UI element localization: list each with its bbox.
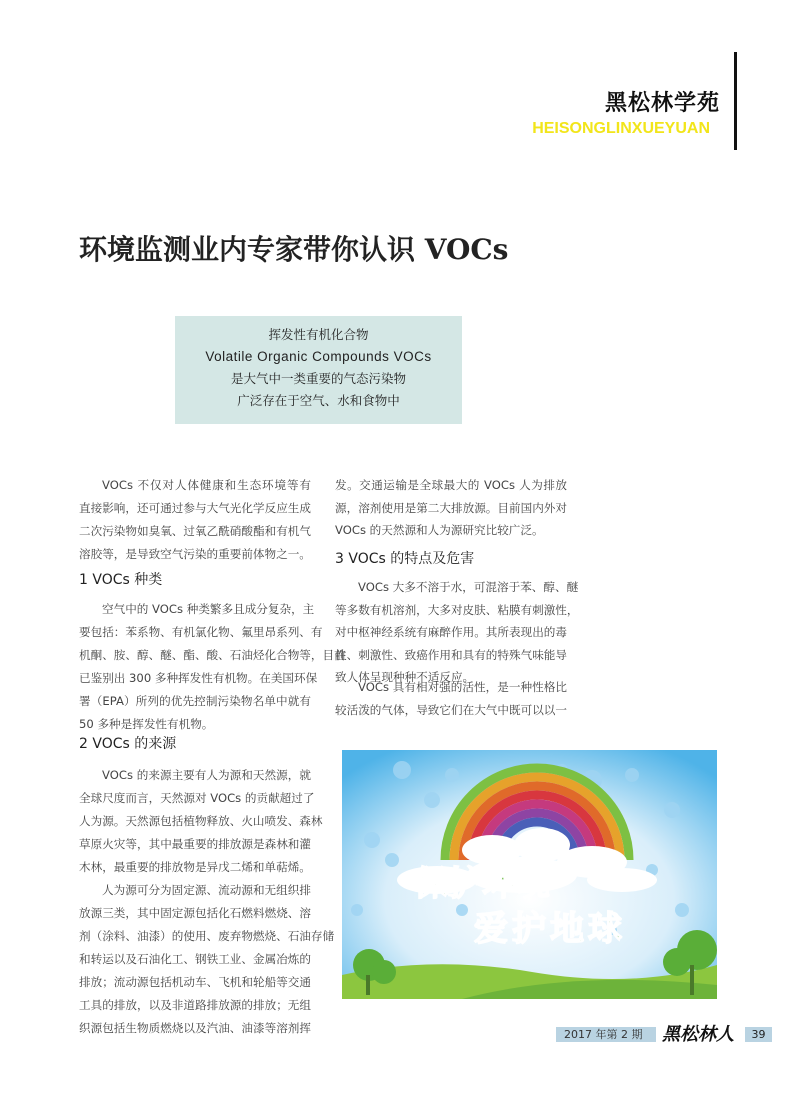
- paragraph: [335, 474, 567, 542]
- text-line: 工具的排放，以及非道路排放源的排放；无组: [79, 998, 311, 1012]
- header-divider: [734, 52, 737, 150]
- magazine-logo: 黑松林人: [662, 1024, 734, 1045]
- text-line: 空气中的 VOCs 种类繁多且成分复杂，主: [102, 602, 315, 616]
- text-line: 二次污染物如臭氧、过氧乙酰硝酸酯和有机气: [79, 524, 311, 538]
- text-line: 对中枢神经系统有麻醉作用。其所表现出的毒: [335, 625, 567, 639]
- paragraph: [79, 879, 335, 1040]
- callout-line: 挥发性有机化合物: [268, 327, 369, 342]
- issue-label: 2017 年第 2 期: [556, 1027, 656, 1042]
- text-line: 人为源可分为固定源、流动源和无组织排: [102, 883, 311, 897]
- text-line: 等多数有机溶剂，大多对皮肤、粘膜有刺激性，: [335, 602, 579, 617]
- text-line: 发。交通运输是全球最大的 VOCs 人为排放: [335, 478, 567, 492]
- paragraph: [79, 474, 311, 566]
- text-line: 排放；流动源包括机动车、飞机和轮船等交通: [79, 975, 311, 989]
- callout-box: [175, 316, 462, 424]
- paragraph: [335, 576, 579, 689]
- text-line: VOCs 的天然源和人为源研究比较广泛。: [335, 523, 544, 537]
- text-line: 致人体呈现种种不适反应。: [335, 670, 475, 684]
- environment-illustration: [342, 750, 717, 999]
- slogan-2: 爱护地球: [474, 909, 626, 949]
- text-line: 全球尺度而言，天然源对 VOCs 的贡献超过了: [79, 791, 315, 805]
- text-line: 放源三类，其中固定源包括化石燃料燃烧、溶: [79, 906, 311, 920]
- text-line: 较活泼的气体，导致它们在大气中既可以以一: [335, 702, 567, 717]
- text-line: 署（EPA）所列的优先控制污染物名单中就有: [79, 694, 311, 708]
- text-line: 溶胶等，是导致空气污染的重要前体物之一。: [79, 547, 311, 561]
- text-line: VOCs 的来源主要有人为源和天然源，就: [102, 768, 311, 782]
- callout-line: 是大气中一类重要的气态污染物: [230, 371, 406, 386]
- column-name: 黑松林学苑: [604, 91, 720, 116]
- paragraph: [79, 598, 346, 736]
- article-title: 环境监测业内专家带你认识 VOCs: [79, 233, 509, 266]
- page-number: 39: [745, 1027, 772, 1042]
- text-line: 源，溶剂使用是第二大排放源。目前国内外对: [335, 500, 567, 515]
- text-line: 要包括：苯系物、有机氯化物、氟里昂系列、有: [79, 625, 323, 639]
- section-heading: 2 VOCs 的来源: [79, 736, 177, 752]
- text-line: 机酮、胺、醇、醚、酯、酸、石油烃化合物等，目前: [79, 648, 346, 662]
- text-line: 已鉴别出 300 多种挥发性有机物。在美国环保: [79, 671, 318, 685]
- callout-line: Volatile Organic Compounds VOCs: [205, 349, 432, 364]
- text-line: 直接影响，还可通过参与大气光化学反应生成: [79, 501, 311, 515]
- slogan-1: 保护环境: [414, 864, 550, 904]
- text-line: 木林，最重要的排放物是异戊二烯和单萜烯。: [79, 860, 311, 874]
- text-line: VOCs 大多不溶于水，可混溶于苯、醇、醚: [358, 580, 579, 594]
- column-name-pinyin: HEISONGLINXUEYUAN: [532, 120, 710, 137]
- text-line: 草原火灾等，其中最重要的排放源是森林和灌: [79, 837, 311, 851]
- text-line: 织源包括生物质燃烧以及汽油、油漆等溶剂挥: [79, 1021, 311, 1035]
- text-line: 50 多种是挥发性有机物。: [79, 717, 214, 731]
- text-line: VOCs 具有相对强的活性，是一种性格比: [358, 680, 567, 694]
- paragraph: [335, 676, 567, 721]
- text-line: VOCs 不仅对人体健康和生态环境等有: [102, 478, 311, 492]
- text-line: 人为源。天然源包括植物释放、火山喷发、森林: [79, 814, 323, 828]
- section-heading: 1 VOCs 种类: [79, 572, 163, 588]
- paragraph: [79, 764, 323, 879]
- text-line: 性、刺激性、致癌作用和具有的特殊气味能导: [335, 647, 567, 662]
- text-line: 和转运以及石油化工、钢铁工业、金属冶炼的: [79, 952, 311, 966]
- text-line: 剂（涂料、油漆）的使用、废弃物燃烧、石油存储: [79, 929, 335, 943]
- callout-line: 广泛存在于空气、水和食物中: [237, 393, 400, 408]
- section-heading: 3 VOCs 的特点及危害: [335, 551, 475, 567]
